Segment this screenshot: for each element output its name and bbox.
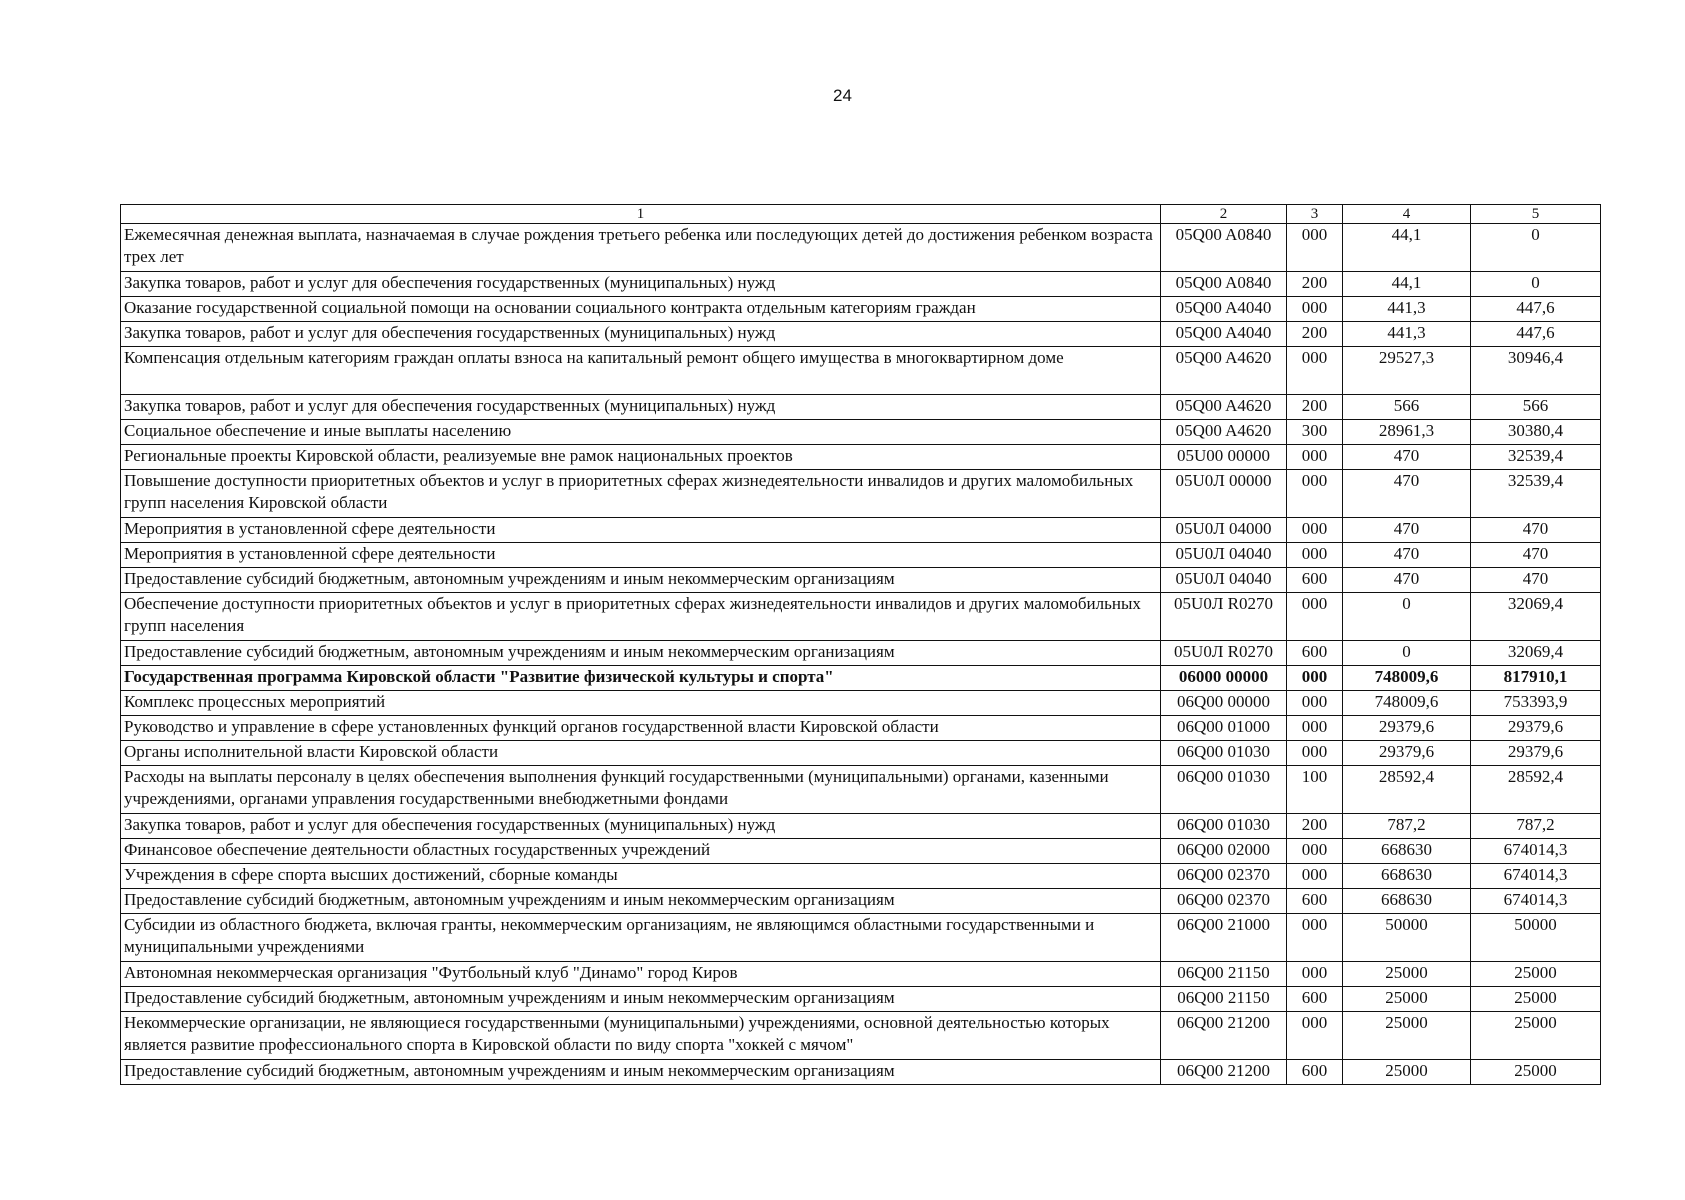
row-code-cell: 06Q00 01030 [1161, 814, 1287, 839]
row-value-2024-cell: 748009,6 [1343, 666, 1471, 691]
row-kind-cell: 000 [1287, 445, 1343, 470]
table-row [121, 347, 1601, 395]
row-value-2025-cell: 25000 [1471, 962, 1601, 987]
column-header-1: 1 [121, 205, 1161, 224]
row-code-cell: 05U0Л R0270 [1161, 593, 1287, 641]
row-value-2024-cell: 44,1 [1343, 224, 1471, 272]
row-kind-cell: 000 [1287, 864, 1343, 889]
row-value-2025-cell: 32069,4 [1471, 641, 1601, 666]
row-value-2025-cell: 30946,4 [1471, 347, 1601, 395]
row-value-2024-cell: 470 [1343, 518, 1471, 543]
table-row [121, 1012, 1601, 1060]
row-code-cell: 05Q00 A0840 [1161, 272, 1287, 297]
row-kind-cell: 300 [1287, 420, 1343, 445]
row-value-2025-cell: 753393,9 [1471, 691, 1601, 716]
row-name-cell: Региональные проекты Кировской области, реализуемые вне рамок национальных проектов [121, 445, 1161, 470]
column-header-4: 4 [1343, 205, 1471, 224]
table-row [121, 593, 1601, 641]
row-value-2025-cell: 674014,3 [1471, 864, 1601, 889]
row-value-2024-cell: 25000 [1343, 987, 1471, 1012]
row-kind-cell: 000 [1287, 716, 1343, 741]
budget-table [120, 204, 1601, 1085]
row-name-cell: Учреждения в сфере спорта высших достижений, сборные команды [121, 864, 1161, 889]
row-value-2024-cell: 748009,6 [1343, 691, 1471, 716]
row-kind-cell: 200 [1287, 272, 1343, 297]
table-row [121, 839, 1601, 864]
row-name-cell: Закупка товаров, работ и услуг для обеспечения государственных (муниципальных) нужд [121, 395, 1161, 420]
row-value-2024-cell: 470 [1343, 543, 1471, 568]
table-row [121, 691, 1601, 716]
row-value-2024-cell: 668630 [1343, 889, 1471, 914]
table-row [121, 987, 1601, 1012]
row-value-2024-cell: 0 [1343, 641, 1471, 666]
row-name-cell: Автономная некоммерческая организация "Футбольный клуб "Динамо" город Киров [121, 962, 1161, 987]
row-value-2025-cell: 30380,4 [1471, 420, 1601, 445]
row-kind-cell: 000 [1287, 914, 1343, 962]
row-code-cell: 05Q00 A4620 [1161, 420, 1287, 445]
table-row [121, 741, 1601, 766]
row-kind-cell: 000 [1287, 1012, 1343, 1060]
table-row [121, 864, 1601, 889]
row-name-cell: Комплекс процессных мероприятий [121, 691, 1161, 716]
row-value-2024-cell: 0 [1343, 593, 1471, 641]
table-row [121, 470, 1601, 518]
row-code-cell: 06Q00 02000 [1161, 839, 1287, 864]
row-name-cell: Закупка товаров, работ и услуг для обеспечения государственных (муниципальных) нужд [121, 322, 1161, 347]
row-value-2024-cell: 29379,6 [1343, 741, 1471, 766]
row-code-cell: 06Q00 01030 [1161, 741, 1287, 766]
row-value-2025-cell: 28592,4 [1471, 766, 1601, 814]
row-name-cell: Некоммерческие организации, не являющиеся государственными (муниципальными) учреждениями, основной деятельностью которых является развитие профессионального спорта в Кировской области по виду спорта "хоккей с мячом" [121, 1012, 1161, 1060]
table-row [121, 1060, 1601, 1085]
row-name-cell: Предоставление субсидий бюджетным, автономным учреждениям и иным некоммерческим организациям [121, 1060, 1161, 1085]
row-name-cell: Расходы на выплаты персоналу в целях обеспечения выполнения функций государственными (муниципальными) органами, казенными учреждениями, органами управления государственными внебюджетными фондами [121, 766, 1161, 814]
row-value-2025-cell: 470 [1471, 568, 1601, 593]
table-row [121, 224, 1601, 272]
row-code-cell: 06Q00 02370 [1161, 864, 1287, 889]
column-header-2: 2 [1161, 205, 1287, 224]
table-row [121, 716, 1601, 741]
table-row [121, 914, 1601, 962]
row-kind-cell: 000 [1287, 543, 1343, 568]
table-row [121, 543, 1601, 568]
row-name-cell: Предоставление субсидий бюджетным, автономным учреждениям и иным некоммерческим организациям [121, 641, 1161, 666]
table-row [121, 889, 1601, 914]
row-value-2024-cell: 50000 [1343, 914, 1471, 962]
row-value-2025-cell: 25000 [1471, 987, 1601, 1012]
row-value-2024-cell: 441,3 [1343, 297, 1471, 322]
row-kind-cell: 200 [1287, 395, 1343, 420]
table-row [121, 641, 1601, 666]
row-value-2025-cell: 447,6 [1471, 297, 1601, 322]
row-value-2024-cell: 441,3 [1343, 322, 1471, 347]
row-value-2025-cell: 817910,1 [1471, 666, 1601, 691]
row-value-2024-cell: 470 [1343, 568, 1471, 593]
row-name-cell: Компенсация отдельным категориям граждан оплаты взноса на капитальный ремонт общего имущества в многоквартирном доме [121, 347, 1161, 395]
row-value-2025-cell: 32539,4 [1471, 445, 1601, 470]
row-name-cell: Социальное обеспечение и иные выплаты населению [121, 420, 1161, 445]
row-name-cell: Обеспечение доступности приоритетных объектов и услуг в приоритетных сферах жизнедеятельности инвалидов и других маломобильных групп населения [121, 593, 1161, 641]
row-code-cell: 06Q00 21150 [1161, 987, 1287, 1012]
table-row [121, 518, 1601, 543]
row-kind-cell: 000 [1287, 839, 1343, 864]
row-kind-cell: 000 [1287, 470, 1343, 518]
column-header-3: 3 [1287, 205, 1343, 224]
table-row [121, 568, 1601, 593]
row-value-2025-cell: 25000 [1471, 1012, 1601, 1060]
table-row [121, 445, 1601, 470]
table-row [121, 322, 1601, 347]
row-kind-cell: 600 [1287, 568, 1343, 593]
row-code-cell: 05Q00 A0840 [1161, 224, 1287, 272]
row-value-2025-cell: 29379,6 [1471, 716, 1601, 741]
table-row [121, 666, 1601, 691]
row-name-cell: Предоставление субсидий бюджетным, автономным учреждениям и иным некоммерческим организациям [121, 987, 1161, 1012]
row-code-cell: 06Q00 21000 [1161, 914, 1287, 962]
row-code-cell: 05U0Л R0270 [1161, 641, 1287, 666]
row-kind-cell: 600 [1287, 641, 1343, 666]
row-value-2024-cell: 25000 [1343, 962, 1471, 987]
row-name-cell: Оказание государственной социальной помощи на основании социального контракта отдельным категориям граждан [121, 297, 1161, 322]
table-row [121, 272, 1601, 297]
row-kind-cell: 000 [1287, 593, 1343, 641]
row-value-2024-cell: 25000 [1343, 1060, 1471, 1085]
row-kind-cell: 000 [1287, 962, 1343, 987]
row-value-2025-cell: 25000 [1471, 1060, 1601, 1085]
row-code-cell: 05U0Л 04000 [1161, 518, 1287, 543]
row-kind-cell: 000 [1287, 518, 1343, 543]
row-code-cell: 05U0Л 04040 [1161, 543, 1287, 568]
row-code-cell: 05Q00 A4620 [1161, 395, 1287, 420]
row-name-cell: Мероприятия в установленной сфере деятельности [121, 543, 1161, 568]
row-value-2025-cell: 447,6 [1471, 322, 1601, 347]
table-body [121, 224, 1601, 1085]
row-name-cell: Государственная программа Кировской области "Развитие физической культуры и спорта" [121, 666, 1161, 691]
row-code-cell: 06Q00 21200 [1161, 1060, 1287, 1085]
row-code-cell: 06Q00 00000 [1161, 691, 1287, 716]
row-kind-cell: 000 [1287, 666, 1343, 691]
table-row [121, 962, 1601, 987]
row-value-2025-cell: 32069,4 [1471, 593, 1601, 641]
row-code-cell: 06Q00 01030 [1161, 766, 1287, 814]
row-value-2024-cell: 566 [1343, 395, 1471, 420]
row-code-cell: 05U0Л 04040 [1161, 568, 1287, 593]
row-value-2024-cell: 668630 [1343, 864, 1471, 889]
row-name-cell: Закупка товаров, работ и услуг для обеспечения государственных (муниципальных) нужд [121, 814, 1161, 839]
row-name-cell: Предоставление субсидий бюджетным, автономным учреждениям и иным некоммерческим организациям [121, 889, 1161, 914]
row-value-2024-cell: 668630 [1343, 839, 1471, 864]
row-code-cell: 05U00 00000 [1161, 445, 1287, 470]
row-code-cell: 06Q00 21200 [1161, 1012, 1287, 1060]
row-name-cell: Органы исполнительной власти Кировской области [121, 741, 1161, 766]
column-header-5: 5 [1471, 205, 1601, 224]
row-kind-cell: 600 [1287, 889, 1343, 914]
row-kind-cell: 200 [1287, 322, 1343, 347]
row-value-2025-cell: 470 [1471, 543, 1601, 568]
row-value-2024-cell: 28961,3 [1343, 420, 1471, 445]
row-code-cell: 06000 00000 [1161, 666, 1287, 691]
row-name-cell: Руководство и управление в сфере установленных функций органов государственной власти Кировской области [121, 716, 1161, 741]
row-kind-cell: 000 [1287, 297, 1343, 322]
row-code-cell: 05U0Л 00000 [1161, 470, 1287, 518]
row-value-2025-cell: 674014,3 [1471, 889, 1601, 914]
row-name-cell: Финансовое обеспечение деятельности областных государственных учреждений [121, 839, 1161, 864]
table-row [121, 814, 1601, 839]
row-kind-cell: 600 [1287, 1060, 1343, 1085]
row-value-2024-cell: 28592,4 [1343, 766, 1471, 814]
table-row [121, 297, 1601, 322]
row-value-2025-cell: 50000 [1471, 914, 1601, 962]
row-code-cell: 05Q00 A4040 [1161, 297, 1287, 322]
row-name-cell: Предоставление субсидий бюджетным, автономным учреждениям и иным некоммерческим организациям [121, 568, 1161, 593]
row-code-cell: 06Q00 21150 [1161, 962, 1287, 987]
row-code-cell: 06Q00 01000 [1161, 716, 1287, 741]
row-name-cell: Субсидии из областного бюджета, включая гранты, некоммерческим организациям, не являющимся областными государственными и муниципальными учреждениями [121, 914, 1161, 962]
row-kind-cell: 600 [1287, 987, 1343, 1012]
row-name-cell: Ежемесячная денежная выплата, назначаемая в случае рождения третьего ребенка или последующих детей до достижения ребенком возраста трех лет [121, 224, 1161, 272]
row-value-2025-cell: 0 [1471, 272, 1601, 297]
row-value-2024-cell: 787,2 [1343, 814, 1471, 839]
table-header-row [121, 205, 1601, 224]
row-kind-cell: 100 [1287, 766, 1343, 814]
table-row [121, 395, 1601, 420]
row-value-2025-cell: 29379,6 [1471, 741, 1601, 766]
row-name-cell: Мероприятия в установленной сфере деятельности [121, 518, 1161, 543]
table-row [121, 766, 1601, 814]
row-code-cell: 05Q00 A4620 [1161, 347, 1287, 395]
row-kind-cell: 000 [1287, 347, 1343, 395]
row-kind-cell: 000 [1287, 224, 1343, 272]
row-value-2024-cell: 470 [1343, 445, 1471, 470]
row-name-cell: Повышение доступности приоритетных объектов и услуг в приоритетных сферах жизнедеятельности инвалидов и других маломобильных групп населения Кировской области [121, 470, 1161, 518]
page-number: 24 [833, 86, 852, 105]
row-value-2024-cell: 25000 [1343, 1012, 1471, 1060]
row-value-2024-cell: 29379,6 [1343, 716, 1471, 741]
row-name-cell: Закупка товаров, работ и услуг для обеспечения государственных (муниципальных) нужд [121, 272, 1161, 297]
row-value-2024-cell: 44,1 [1343, 272, 1471, 297]
row-value-2025-cell: 470 [1471, 518, 1601, 543]
row-value-2025-cell: 32539,4 [1471, 470, 1601, 518]
row-value-2024-cell: 29527,3 [1343, 347, 1471, 395]
row-value-2025-cell: 0 [1471, 224, 1601, 272]
row-value-2025-cell: 566 [1471, 395, 1601, 420]
row-kind-cell: 200 [1287, 814, 1343, 839]
row-code-cell: 06Q00 02370 [1161, 889, 1287, 914]
row-value-2024-cell: 470 [1343, 470, 1471, 518]
row-kind-cell: 000 [1287, 741, 1343, 766]
row-code-cell: 05Q00 A4040 [1161, 322, 1287, 347]
row-kind-cell: 000 [1287, 691, 1343, 716]
row-value-2025-cell: 787,2 [1471, 814, 1601, 839]
table-row [121, 420, 1601, 445]
row-value-2025-cell: 674014,3 [1471, 839, 1601, 864]
